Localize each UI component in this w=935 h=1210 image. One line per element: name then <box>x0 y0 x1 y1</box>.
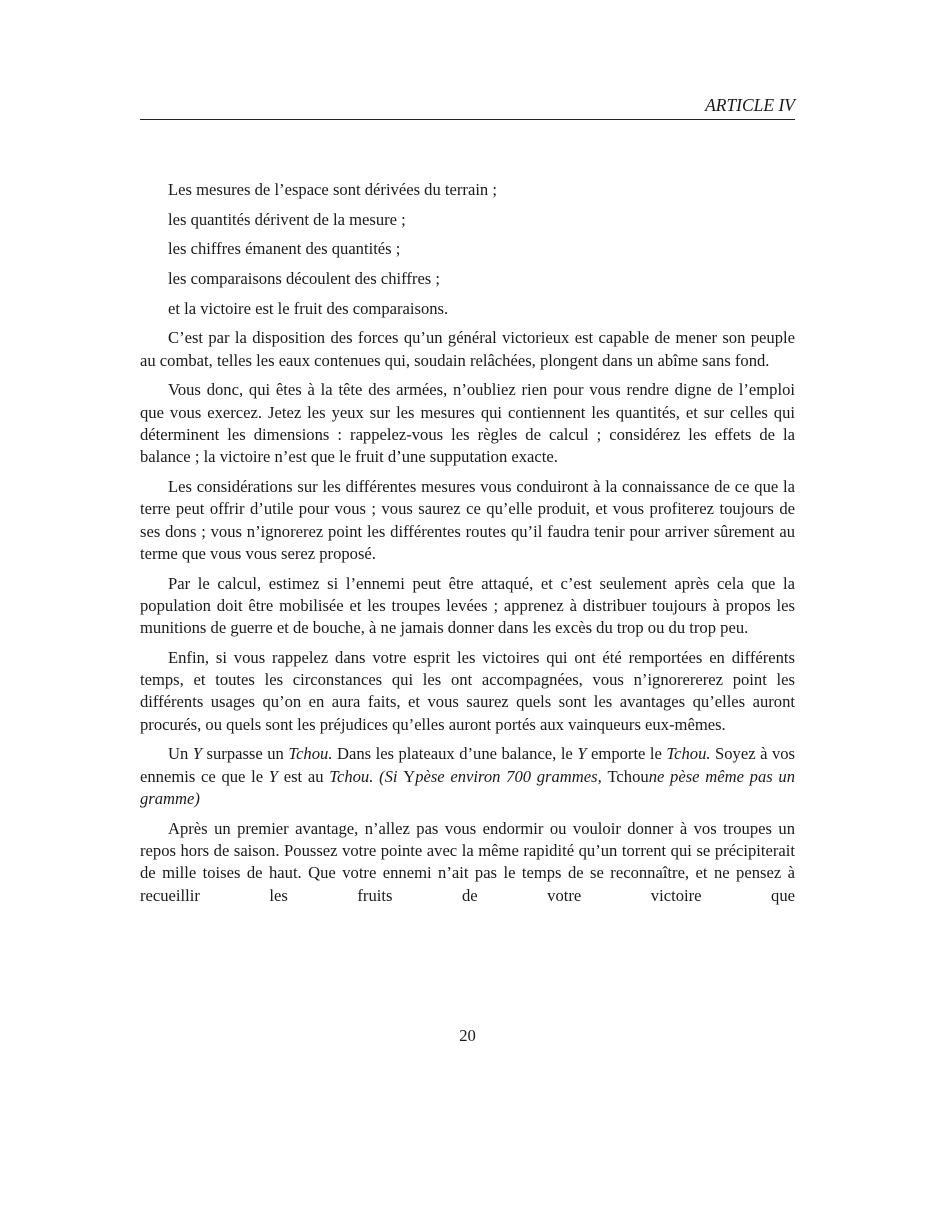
verse-line: les quantités dérivent de la mesure ; <box>168 209 406 229</box>
note-run: ne pèse même pas un gramme) <box>140 766 795 809</box>
term-y: Y <box>577 744 587 764</box>
paragraph: Vous donc, qui êtes à la tête des armées, n’oubliez rien pour vous rendre digne de l’emploi que vous exercez. Jetez les yeux sur les mesures qui contiennent les quantités, et sur celles qui déterminent les dimensions : rappelez-vous les règles de calcul ; considérez les effets de la balance ; la victoire n’est que le fruit d’une supputation exacte. <box>140 380 795 467</box>
verse-line: les comparaisons découlent des chiffres ; <box>168 269 441 289</box>
paragraph: Les considérations sur les différentes mesures vous conduiront à la connaissance de ce que la terre peut offrir d’utile pour vous ; vous saurez ce qu’elle produit, et vous profiterez toujours de ses dons ; vous n’ignorerez point les différentes routes qu’il faudra tenir pour arriver sûrement au terme que vous vous serez proposé. <box>140 477 795 563</box>
note-run: (Si <box>373 766 404 786</box>
term-tchou: Tchou. <box>288 744 333 764</box>
paragraph: Enfin, si vous rappelez dans votre esprit les victoires qui ont été remportées en différents temps, et toutes les circonstances qui les ont accompagnées, vous n’ignorererez point les différents usages qu’on en aura faits, et vous saurez quels sont les avantages qu’elles auront procurés, ou quels sont les préjudices qu’elles auront portés aux vainqueurs eux-mêmes. <box>140 647 795 734</box>
term-tchou: Tchou. <box>329 766 374 786</box>
paragraph-y-tchou <box>140 743 795 810</box>
text-run: Un <box>168 744 193 764</box>
page-body <box>140 179 795 914</box>
text-run: Dans les plateaux d’une balance, le <box>332 744 578 764</box>
header-rule <box>140 119 795 120</box>
note-term-y: Y <box>403 766 416 786</box>
text-run: Soyez à vos ennemis ce que le <box>140 744 795 786</box>
term-y: Y <box>192 744 203 764</box>
text-run: est au <box>278 766 330 786</box>
note-run: pèse environ 700 grammes, <box>415 766 608 786</box>
term-y: Y <box>268 766 279 786</box>
paragraph: C’est par la disposition des forces qu’un général victorieux est capable de mener son peuple au combat, telles les eaux contenues qui, soudain relâchées, plongent dans un abîme sans fond. <box>140 328 795 370</box>
running-header: ARTICLE IV <box>705 95 795 115</box>
verse-line: et la victoire est le fruit des comparaisons. <box>168 298 449 318</box>
verse-line: les chiffres émanent des quantités ; <box>168 239 401 259</box>
paragraph-last: Après un premier avantage, n’allez pas vous endormir ou vouloir donner à vos troupes un repos hors de saison. Poussez votre pointe avec la même rapidité qu’un torrent qui se précipiterait de mille toises de haut. Que votre ennemi n’ait pas le temps de se reconnaître, et ne pensez à recueillir les fruits de votre victoire que <box>140 818 795 905</box>
paragraph: Par le calcul, estimez si l’ennemi peut être attaqué, et c’est seulement après cela que la population doit être mobilisée et les troupes levées ; apprenez à distribuer toujours à propos les munitions de guerre et de bouche, à ne jamais donner dans les excès du trop ou du trop peu. <box>140 573 795 638</box>
term-tchou: Tchou. <box>666 744 711 764</box>
text-run: emporte le <box>586 744 667 764</box>
page-number: 20 <box>459 1026 476 1045</box>
verse-line: Les mesures de l’espace sont dérivées du terrain ; <box>168 180 497 199</box>
note-term-tchou: Tchou <box>607 766 649 786</box>
text-run: surpasse un <box>202 744 289 764</box>
